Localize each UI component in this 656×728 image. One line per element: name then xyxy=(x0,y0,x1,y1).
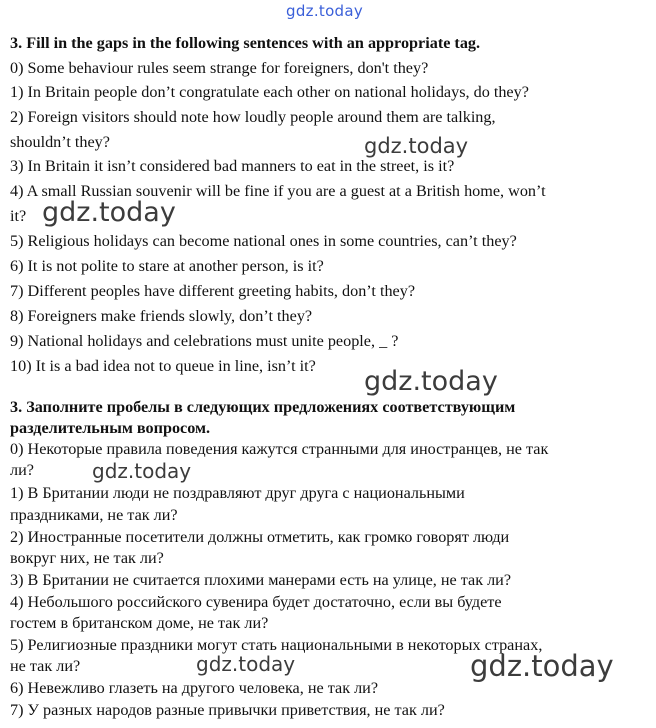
english-line: 0) Some behaviour rules seem strange for foreigners, don't they? xyxy=(10,59,429,77)
english-line: 2) Foreign visitors should note how loudly people around them are talking, xyxy=(10,108,496,126)
watermark: gdz.today xyxy=(364,134,469,158)
watermark: gdz.today xyxy=(196,652,296,676)
russian-heading: разделительным вопросом. xyxy=(10,419,211,437)
russian-line: не так ли? xyxy=(10,657,81,675)
english-line: 6) It is not polite to stare at another person, is it? xyxy=(10,257,324,275)
watermark: gdz.today xyxy=(42,197,176,228)
russian-line: 0) Некоторые правила поведения кажутся странными для иностранцев, не так xyxy=(10,440,549,458)
english-line: shouldn’t they? xyxy=(10,133,110,151)
russian-line: 2) Иностранные посетители должны отметить, как громко говорят люди xyxy=(10,528,510,546)
english-line: 4) A small Russian souvenir will be fine if you are a guest at a British home, won’t xyxy=(10,182,546,200)
english-line: 1) In Britain people don’t congratulate each other on national holidays, do they? xyxy=(10,83,529,101)
russian-line: праздниками, не так ли? xyxy=(10,506,178,524)
watermark: gdz.today xyxy=(364,366,498,397)
english-line: 10) It is a bad idea not to queue in line, isn’t it? xyxy=(10,357,316,375)
russian-line: 3) В Британии не считается плохими манерами есть на улице, не так ли? xyxy=(10,571,512,589)
watermark: gdz.today xyxy=(92,459,192,483)
english-line: 5) Religious holidays can become national ones in some countries, can’t they? xyxy=(10,232,517,250)
english-heading: 3. Fill in the gaps in the following sentences with an appropriate tag. xyxy=(10,34,481,52)
english-line: 9) National holidays and celebrations must unite people, _ ? xyxy=(10,332,399,350)
english-line: 3) In Britain it isn’t considered bad manners to eat in the street, is it? xyxy=(10,157,455,175)
english-line: 7) Different peoples have different greeting habits, don’t they? xyxy=(10,282,416,300)
watermark-top: gdz.today xyxy=(286,2,364,20)
russian-line: вокруг них, не так ли? xyxy=(10,549,164,567)
russian-line: гостем в британском доме, не так ли? xyxy=(10,614,269,632)
english-line: 8) Foreigners make friends slowly, don’t they? xyxy=(10,307,313,325)
russian-line: 7) У разных народов разные привычки приветствия, не так ли? xyxy=(10,701,445,719)
russian-heading: 3. Заполните пробелы в следующих предложениях соответствующим xyxy=(10,398,516,416)
russian-line: 6) Невежливо глазеть на другого человека, не так ли? xyxy=(10,679,379,697)
watermark: gdz.today xyxy=(470,649,614,683)
russian-line: 1) В Британии люди не поздравляют друг друга с национальными xyxy=(10,484,465,502)
english-line: it? xyxy=(10,207,27,225)
russian-line: 4) Небольшого российского сувенира будет достаточно, если вы будете xyxy=(10,593,502,611)
russian-line: 5) Религиозные праздники могут стать национальными в некоторых странах, xyxy=(10,636,543,654)
russian-line: ли? xyxy=(10,461,34,479)
